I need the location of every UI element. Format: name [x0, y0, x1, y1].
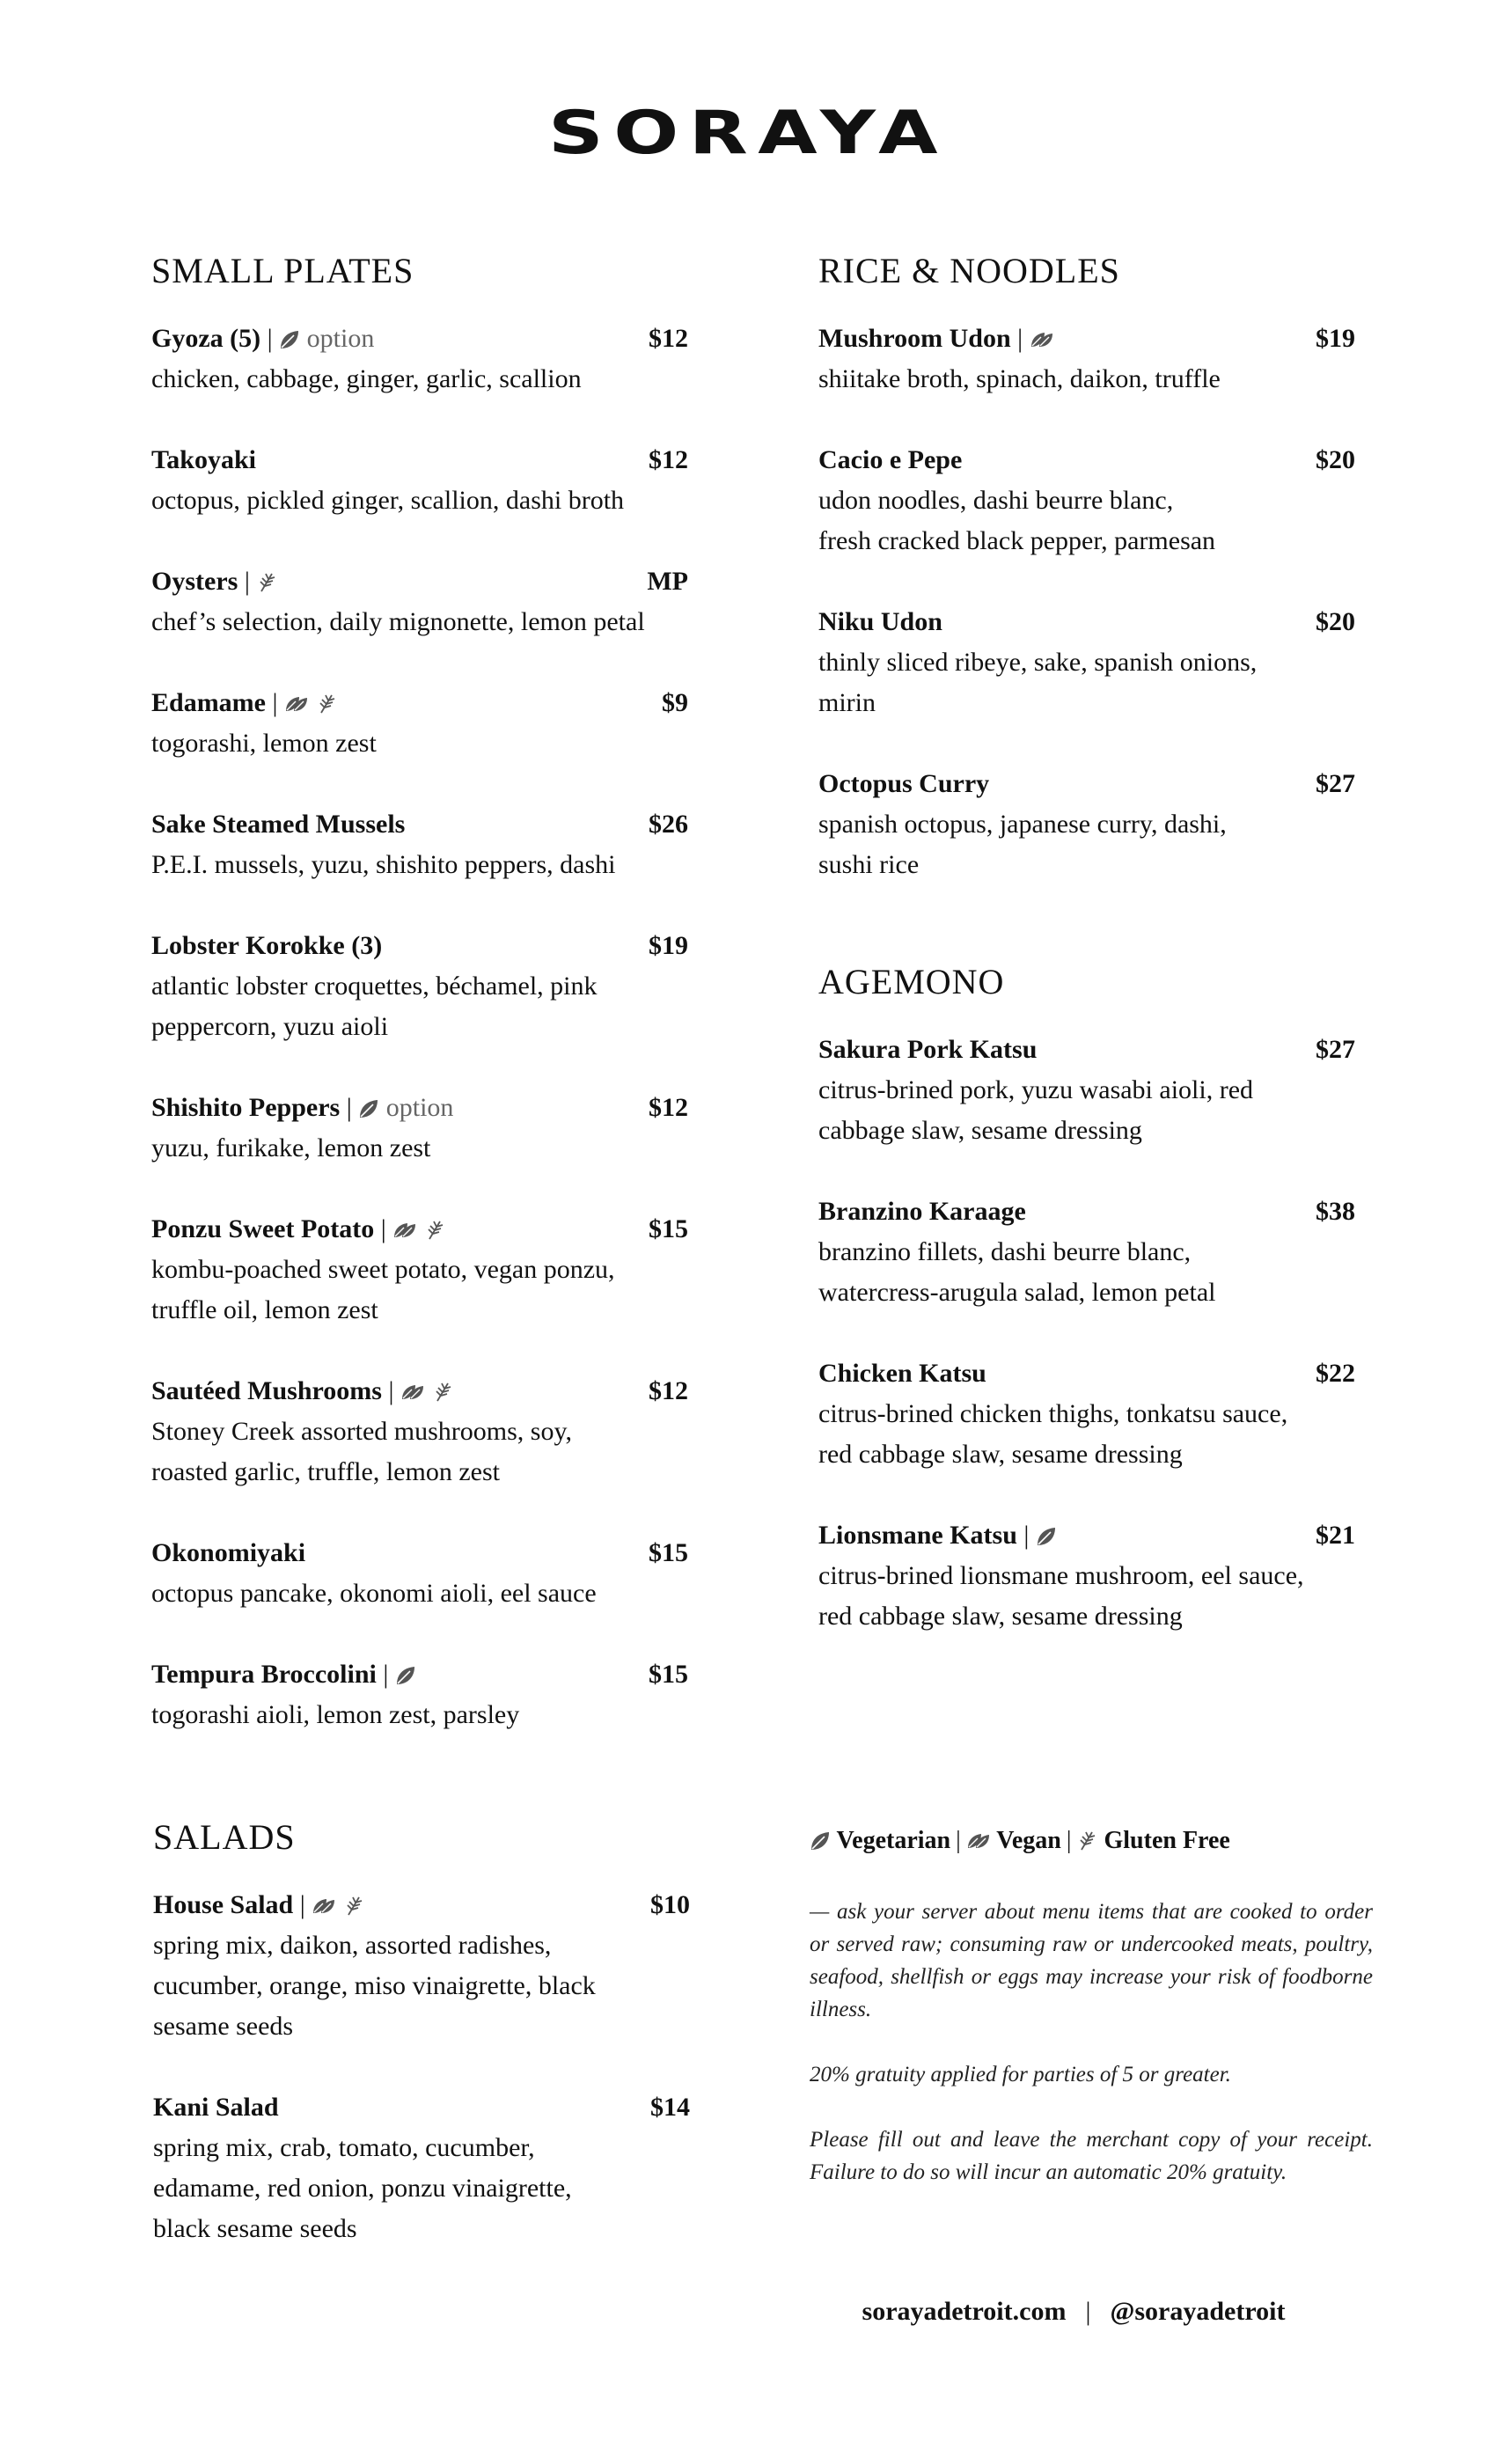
leaf-icon	[1036, 1526, 1057, 1547]
double-leaf-icon	[1030, 329, 1054, 350]
item-description: citrus-brined lionsmane mushroom, eel sauce, red cabbage slaw, sesame dressing	[818, 1561, 1304, 1631]
section-title: AGEMONO	[818, 962, 1005, 1001]
item-name: House Salad	[153, 1890, 294, 1919]
item-price: $21	[1316, 1521, 1355, 1550]
item-description: spring mix, crab, tomato, cucumber, edamame, red onion, ponzu vinaigrette, black sesame seeds	[153, 2133, 572, 2243]
item-price: $14	[650, 2093, 690, 2122]
item-description: yuzu, furikake, lemon zest	[151, 1133, 431, 1162]
item-price: $38	[1316, 1197, 1355, 1226]
item-name: Oysters	[151, 567, 238, 596]
legend-vegan: Vegan	[996, 1827, 1061, 1854]
item-name: Gyoza (5)	[151, 324, 261, 353]
menu-item-broccolini: Tempura Broccolini | $15 togorashi aioli, lemon zest, parsley	[151, 1654, 688, 1735]
menu-item-pork-katsu	[818, 1030, 1355, 1151]
social-handle[interactable]: @sorayadetroit	[1110, 2297, 1286, 2326]
item-name: Takoyaki	[151, 445, 256, 474]
item-price: $9	[662, 688, 688, 717]
salads-section	[153, 1818, 690, 2290]
item-description: shiitake broth, spinach, daikon, truffle	[818, 364, 1221, 393]
menu-item-lionsmane-katsu: Lionsmane Katsu | $21 citrus-brined lionsmane mushroom, eel sauce, red cabbage slaw, sesame dressing	[818, 1515, 1355, 1637]
item-description: kombu-poached sweet potato, vegan ponzu, truffle oil, lemon zest	[151, 1255, 615, 1324]
menu-item-okonomiyaki	[151, 1533, 688, 1614]
footer: sorayadetroit.com | @sorayadetroit	[862, 2297, 1286, 2326]
leaf-icon	[810, 1830, 831, 1852]
wheat-icon	[432, 1380, 453, 1403]
item-name: Okonomiyaki	[151, 1538, 306, 1567]
item-price: $12	[649, 1093, 688, 1122]
item-price: $10	[650, 1890, 690, 1919]
item-price: $15	[649, 1660, 688, 1689]
double-leaf-icon	[312, 1896, 336, 1917]
item-name: Octopus Curry	[818, 769, 990, 798]
wheat-icon	[424, 1218, 445, 1241]
item-description: P.E.I. mussels, yuzu, shishito peppers, dashi	[151, 850, 616, 879]
menu-item-takoyaki	[151, 440, 688, 521]
item-price: $12	[649, 445, 688, 474]
double-leaf-icon	[392, 1220, 417, 1241]
item-description: spanish octopus, japanese curry, dashi, sushi rice	[818, 810, 1227, 879]
item-price: $20	[1316, 445, 1355, 474]
menu-item-octopus-curry	[818, 764, 1355, 885]
item-price: $15	[649, 1214, 688, 1243]
double-leaf-icon	[284, 693, 309, 715]
gratuity-note: 20% gratuity applied for parties of 5 or greater.	[810, 2063, 1231, 2086]
item-description: citrus-brined chicken thighs, tonkatsu sauce, red cabbage slaw, sesame dressing	[818, 1399, 1288, 1469]
menu-item-kani-salad	[153, 2087, 690, 2249]
item-name: Shishito Peppers	[151, 1093, 341, 1122]
menu-item-shishito: Shishito Peppers | option $12 yuzu, furikake, lemon zest	[151, 1088, 688, 1169]
item-description: chicken, cabbage, ginger, garlic, scallion	[151, 364, 582, 393]
item-price: $15	[649, 1538, 688, 1567]
menu-item-edamame: Edamame | $9 togorashi, lemon zest	[151, 683, 688, 764]
menu-item-mushroom-udon: Mushroom Udon | $19 shiitake broth, spinach, daikon, truffle	[818, 319, 1355, 400]
item-name: Tempura Broccolini	[151, 1660, 377, 1689]
menu-item-house-salad: House Salad | $10 spring mix, daikon, assorted radishes, cucumber, orange, miso vinaigrette, black sesame seeds	[153, 1885, 690, 2047]
option-label: option	[385, 1093, 454, 1122]
restaurant-logo: SORAYA	[548, 99, 948, 168]
item-description: octopus, pickled ginger, scallion, dashi broth	[151, 486, 625, 515]
option-label: option	[306, 324, 375, 353]
item-name: Ponzu Sweet Potato	[151, 1214, 375, 1243]
item-name: Sakura Pork Katsu	[818, 1035, 1038, 1064]
wheat-icon	[316, 692, 337, 715]
item-price: $26	[649, 810, 688, 839]
leaf-icon	[358, 1098, 379, 1119]
item-price: $12	[649, 1376, 688, 1405]
menu-item-chicken-katsu	[818, 1353, 1355, 1475]
menu-item-niku-udon	[818, 602, 1355, 723]
item-name: Mushroom Udon	[818, 324, 1011, 353]
item-description: udon noodles, dashi beurre blanc, fresh cracked black pepper, parmesan	[818, 486, 1216, 555]
item-price: $20	[1316, 607, 1355, 636]
receipt-note: Please fill out and leave the merchant copy of your receipt. Failure to do so will incur an automatic 20% gratuity.	[810, 2128, 1373, 2184]
item-name: Cacio e Pepe	[818, 445, 963, 474]
item-price: $22	[1316, 1359, 1355, 1388]
double-leaf-icon	[400, 1382, 425, 1403]
item-description: togorashi aioli, lemon zest, parsley	[151, 1700, 520, 1729]
wheat-icon	[1076, 1829, 1097, 1852]
item-name: Sautéed Mushrooms	[151, 1376, 382, 1405]
item-name: Kani Salad	[153, 2093, 279, 2122]
wheat-icon	[256, 570, 277, 593]
menu-item-gyoza: Gyoza (5) | option $12 chicken, cabbage, ginger, garlic, scallion	[151, 319, 688, 400]
leaf-icon	[279, 329, 300, 350]
item-description: octopus pancake, okonomi aioli, eel sauce	[151, 1579, 597, 1608]
wheat-icon	[343, 1894, 364, 1917]
item-description: thinly sliced ribeye, sake, spanish onions, mirin	[818, 648, 1258, 717]
item-description: citrus-brined pork, yuzu wasabi aioli, red cabbage slaw, sesame dressing	[818, 1075, 1254, 1145]
notes-panel	[810, 1827, 1373, 2221]
item-name: Chicken Katsu	[818, 1359, 986, 1388]
item-description: Stoney Creek assorted mushrooms, soy, roasted garlic, truffle, lemon zest	[151, 1417, 573, 1486]
section-title: SMALL PLATES	[151, 251, 414, 290]
legend-vegetarian: Vegetarian	[836, 1827, 951, 1854]
item-name: Branzino Karaage	[818, 1197, 1026, 1226]
item-price: $27	[1316, 769, 1355, 798]
item-description: atlantic lobster croquettes, béchamel, pink peppercorn, yuzu aioli	[151, 972, 598, 1041]
item-name: Lionsmane Katsu	[818, 1521, 1017, 1550]
raw-food-warning: — ask your server about menu items that are cooked to order or served raw; consuming raw or undercooked meats, poultry, seafood, shellfish or eggs may increase your risk of foodborne illness.	[810, 1900, 1373, 2021]
double-leaf-icon	[966, 1830, 991, 1852]
item-description: chef’s selection, daily mignonette, lemon petal	[151, 607, 645, 636]
item-price: $27	[1316, 1035, 1355, 1064]
agemono-section	[818, 963, 1355, 1677]
item-price: $19	[649, 931, 688, 960]
menu-item-mussels	[151, 804, 688, 885]
item-description: branzino fillets, dashi beurre blanc, watercress-arugula salad, lemon petal	[818, 1237, 1216, 1307]
item-price: $12	[649, 324, 688, 353]
menu-item-branzino	[818, 1192, 1355, 1313]
menu-item-sweet-potato: Ponzu Sweet Potato | $15 kombu-poached sweet potato, vegan ponzu, truffle oil, lemon zest	[151, 1209, 688, 1331]
item-description: togorashi, lemon zest	[151, 729, 377, 758]
item-price: MP	[647, 567, 688, 596]
menu-item-cacio-e-pepe	[818, 440, 1355, 561]
item-name: Sake Steamed Mussels	[151, 810, 406, 839]
item-name: Lobster Korokke (3)	[151, 931, 383, 960]
website-link[interactable]: sorayadetroit.com	[862, 2297, 1067, 2326]
leaf-icon	[395, 1665, 416, 1686]
menu-item-korokke	[151, 926, 688, 1047]
rice-noodles-section	[818, 252, 1355, 926]
dietary-legend: Vegetarian | Vegan | Gluten Free	[810, 1827, 1373, 1855]
small-plates-section	[151, 252, 688, 1776]
section-title: SALADS	[153, 1817, 296, 1857]
item-description: spring mix, daikon, assorted radishes, cucumber, orange, miso vinaigrette, black sesame seeds	[153, 1931, 596, 2041]
item-name: Edamame	[151, 688, 266, 717]
item-price: $19	[1316, 324, 1355, 353]
menu-item-mushrooms: Sautéed Mushrooms | $12 Stoney Creek assorted mushrooms, soy, roasted garlic, truffle, lemon zest	[151, 1371, 688, 1492]
item-name: Niku Udon	[818, 607, 942, 636]
section-title: RICE & NOODLES	[818, 251, 1120, 290]
menu-item-oysters: Oysters | MP chef’s selection, daily mignonette, lemon petal	[151, 561, 688, 642]
legend-gluten-free: Gluten Free	[1104, 1827, 1230, 1854]
